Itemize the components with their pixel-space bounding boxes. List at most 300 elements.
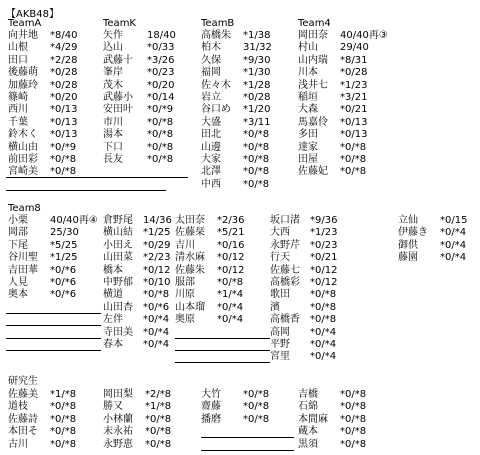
member-name: 込山 bbox=[103, 42, 123, 54]
member-entry bbox=[298, 414, 380, 426]
member-name: 篠崎 bbox=[8, 92, 28, 103]
member-entry bbox=[298, 55, 380, 67]
member-name: 佐藤詩 bbox=[8, 413, 38, 425]
member-entry bbox=[201, 414, 283, 426]
member-score: *0/*4 bbox=[440, 227, 467, 239]
member-name: 大竹 bbox=[201, 389, 221, 400]
member-score: *0/*8 bbox=[147, 141, 174, 153]
member-score: *3/21 bbox=[340, 92, 368, 103]
member-score: *0/*8 bbox=[243, 389, 270, 400]
member-name: 岡部 bbox=[8, 227, 28, 239]
member-entry bbox=[103, 351, 183, 363]
member-name: 田屋 bbox=[298, 154, 318, 165]
member-name: 田口 bbox=[8, 54, 28, 66]
member-entry bbox=[201, 92, 283, 104]
member-score: 40/40再③ bbox=[340, 30, 388, 41]
member-entry bbox=[298, 179, 380, 191]
member-score: *0/13 bbox=[50, 116, 78, 128]
member-entry bbox=[270, 227, 350, 239]
member-name: 大森 bbox=[298, 104, 318, 116]
member-score: *0/*8 bbox=[147, 154, 174, 165]
member-entry bbox=[103, 42, 187, 54]
member-entry bbox=[8, 389, 90, 401]
member-entry bbox=[201, 389, 283, 401]
member-entry bbox=[298, 67, 380, 79]
member-name: 武藤十 bbox=[103, 54, 133, 66]
member-score: *0/*8 bbox=[340, 154, 367, 165]
member-score: *0/21 bbox=[340, 104, 368, 116]
member-entry bbox=[201, 80, 283, 92]
member-name: 安田叶 bbox=[103, 104, 133, 116]
member-entry bbox=[103, 289, 183, 301]
member-name: 久保 bbox=[201, 54, 221, 66]
member-entry bbox=[270, 277, 350, 289]
member-score: *2/36 bbox=[217, 215, 245, 226]
member-score: 14/36 bbox=[143, 215, 172, 226]
member-score: *3/26 bbox=[147, 54, 175, 66]
member-entry bbox=[103, 389, 185, 401]
member-name: 左伴 bbox=[103, 314, 123, 326]
member-score: *0/*8 bbox=[310, 314, 337, 326]
member-entry bbox=[8, 351, 90, 363]
member-name: 石綿 bbox=[298, 401, 318, 413]
member-name: 山内瑞 bbox=[298, 54, 328, 66]
member-score: *0/*6 bbox=[50, 289, 77, 301]
member-score: *0/12 bbox=[310, 264, 338, 276]
member-entry bbox=[103, 339, 183, 351]
member-name: 吉橋 bbox=[298, 389, 318, 400]
member-name: 柏木 bbox=[201, 42, 221, 54]
member-score: *0/*4 bbox=[217, 301, 244, 313]
team-header: TeamB bbox=[201, 18, 235, 29]
member-score: *1/20 bbox=[243, 104, 271, 116]
underline bbox=[6, 350, 101, 351]
member-score: *0/*6 bbox=[50, 264, 77, 276]
member-name: 市川 bbox=[103, 116, 123, 128]
member-entry bbox=[8, 426, 90, 438]
member-name: 馬嘉伶 bbox=[298, 116, 328, 128]
member-name: 中西 bbox=[201, 178, 221, 190]
member-entry bbox=[298, 92, 380, 104]
member-entry bbox=[201, 55, 283, 67]
member-score: *0/*8 bbox=[340, 389, 367, 400]
member-score: *0/*8 bbox=[310, 289, 337, 301]
member-entry bbox=[103, 265, 183, 277]
member-name: 寺田美 bbox=[103, 326, 133, 338]
member-score: *0/*8 bbox=[50, 438, 77, 450]
member-score: *0/*8 bbox=[50, 154, 77, 165]
member-score: *8/40 bbox=[50, 30, 78, 41]
member-entry bbox=[8, 439, 90, 451]
member-entry bbox=[8, 154, 90, 166]
member-name: 武藤小 bbox=[103, 92, 133, 103]
member-score: *0/*4 bbox=[143, 314, 170, 326]
member-entry bbox=[175, 277, 257, 289]
member-score: *8/31 bbox=[340, 54, 368, 66]
member-name: 奥原 bbox=[175, 314, 195, 326]
member-entry bbox=[298, 426, 380, 438]
member-score: *1/25 bbox=[143, 227, 171, 239]
member-entry bbox=[103, 215, 183, 227]
member-name: 服部 bbox=[175, 277, 195, 288]
member-name: 千葉 bbox=[8, 116, 28, 128]
member-score: *0/12 bbox=[217, 252, 245, 264]
member-entry bbox=[175, 289, 257, 301]
member-name: 勝又 bbox=[103, 401, 123, 413]
member-score: *0/*4 bbox=[440, 252, 467, 264]
member-score: *0/28 bbox=[243, 92, 271, 103]
member-entry bbox=[298, 30, 388, 42]
member-name: 岩立 bbox=[201, 92, 221, 103]
member-name: 播磨 bbox=[201, 413, 221, 425]
member-entry bbox=[8, 401, 90, 413]
member-score: *5/21 bbox=[217, 227, 245, 239]
member-score: *0/*8 bbox=[50, 413, 77, 425]
member-name: 田北 bbox=[201, 129, 221, 141]
member-score: *0/*8 bbox=[145, 438, 172, 450]
member-entry bbox=[201, 67, 283, 79]
member-entry bbox=[201, 104, 283, 116]
member-score: *0/20 bbox=[50, 92, 78, 103]
member-score: *5/25 bbox=[50, 239, 78, 251]
member-entry bbox=[8, 80, 90, 92]
member-entry bbox=[8, 289, 90, 301]
member-score: *0/*8 bbox=[243, 141, 270, 153]
member-entry bbox=[298, 439, 380, 451]
member-entry bbox=[103, 117, 187, 129]
member-entry bbox=[8, 265, 90, 277]
member-entry bbox=[298, 166, 380, 178]
member-name: 平野 bbox=[270, 339, 290, 350]
member-score: *2/23 bbox=[143, 252, 171, 264]
member-score: *1/38 bbox=[243, 30, 271, 41]
team-header: Team8 bbox=[8, 203, 41, 214]
member-entry bbox=[8, 67, 90, 79]
team-header: TeamK bbox=[103, 18, 136, 29]
member-name: 峯岸 bbox=[103, 67, 123, 79]
member-entry bbox=[270, 351, 350, 363]
member-score: *0/23 bbox=[310, 239, 338, 251]
member-entry bbox=[270, 339, 350, 351]
member-name: 長友 bbox=[103, 154, 123, 165]
member-score: 25/30 bbox=[50, 227, 79, 239]
member-score: *0/*8 bbox=[50, 166, 77, 178]
member-score: 40/40再④ bbox=[50, 215, 98, 226]
member-score: *0/*8 bbox=[243, 166, 270, 178]
member-name: 春本 bbox=[103, 339, 123, 350]
member-entry bbox=[398, 339, 480, 351]
member-score: *2/*8 bbox=[145, 389, 172, 400]
member-score: *0/13 bbox=[50, 104, 78, 116]
member-score: *1/25 bbox=[50, 252, 78, 264]
member-name: 立仙 bbox=[398, 215, 418, 226]
member-entry bbox=[270, 289, 350, 301]
member-score: *4/29 bbox=[50, 42, 78, 54]
member-entry bbox=[298, 129, 380, 141]
member-score: *0/*8 bbox=[145, 426, 172, 438]
member-name: 佐藤妃 bbox=[298, 166, 328, 178]
member-name: 谷口め bbox=[201, 104, 231, 116]
member-entry bbox=[8, 117, 90, 129]
member-score: *0/*8 bbox=[243, 413, 270, 425]
member-name: 岡田梨 bbox=[103, 389, 133, 400]
member-score: *0/*4 bbox=[217, 314, 244, 326]
team-header: Team4 bbox=[298, 18, 331, 29]
member-entry bbox=[298, 42, 380, 54]
member-score: *1/28 bbox=[243, 79, 271, 91]
member-score: *0/*4 bbox=[310, 326, 337, 338]
member-score: *0/*8 bbox=[243, 401, 270, 413]
member-name: 永野芹 bbox=[270, 239, 300, 251]
member-entry bbox=[201, 30, 283, 42]
member-entry bbox=[103, 401, 185, 413]
member-score: *0/13 bbox=[340, 129, 368, 141]
member-name: 橋本 bbox=[103, 264, 123, 276]
member-entry bbox=[8, 215, 98, 227]
member-entry bbox=[298, 80, 380, 92]
member-score: *0/*4 bbox=[143, 339, 170, 350]
member-entry bbox=[201, 42, 283, 54]
member-entry bbox=[270, 252, 350, 264]
member-score: *0/*8 bbox=[340, 166, 367, 178]
member-entry bbox=[398, 314, 480, 326]
member-score: *0/13 bbox=[340, 116, 368, 128]
member-name: 加藤玲 bbox=[8, 79, 38, 91]
member-entry bbox=[103, 414, 185, 426]
member-name: 齋藤 bbox=[201, 401, 221, 413]
member-score: *0/*4 bbox=[143, 326, 170, 338]
member-entry bbox=[175, 252, 257, 264]
member-name: 坂口渚 bbox=[270, 215, 300, 226]
underline bbox=[175, 350, 270, 351]
member-name: 小田え bbox=[103, 239, 133, 251]
member-name: 小林蘭 bbox=[103, 413, 133, 425]
member-name: 高橋朱 bbox=[201, 30, 231, 41]
member-entry bbox=[270, 240, 350, 252]
member-entry bbox=[8, 252, 90, 264]
member-name: 本田そ bbox=[8, 426, 38, 438]
member-name: 佐藤七 bbox=[270, 264, 300, 276]
member-entry bbox=[8, 277, 90, 289]
member-entry bbox=[298, 117, 380, 129]
member-entry bbox=[298, 389, 380, 401]
member-name: 福岡 bbox=[201, 67, 221, 79]
member-name: 川原 bbox=[175, 289, 195, 301]
member-score: *0/12 bbox=[217, 264, 245, 276]
member-name: 前田彩 bbox=[8, 154, 38, 165]
member-name: 大盛 bbox=[201, 116, 221, 128]
member-name: 北澤 bbox=[201, 166, 221, 178]
member-score: *0/*8 bbox=[310, 301, 337, 313]
member-entry bbox=[175, 240, 257, 252]
member-entry bbox=[175, 302, 257, 314]
member-entry bbox=[103, 92, 187, 104]
member-score: *0/20 bbox=[147, 79, 175, 91]
underline bbox=[6, 190, 166, 191]
member-name: 末永祐 bbox=[103, 426, 133, 438]
page-title: 【AKB48】 bbox=[6, 9, 59, 20]
member-score: *0/28 bbox=[50, 79, 78, 91]
member-name: 行天 bbox=[270, 252, 290, 264]
member-entry bbox=[175, 265, 257, 277]
member-name: 佐藤美 bbox=[8, 389, 38, 400]
member-name: 中野郁 bbox=[103, 277, 133, 288]
member-entry bbox=[103, 227, 183, 239]
member-name: 浅井七 bbox=[298, 79, 328, 91]
member-name: 山根 bbox=[8, 42, 28, 54]
member-entry bbox=[398, 215, 480, 227]
member-name: 高橋彩 bbox=[270, 277, 300, 288]
member-entry bbox=[398, 351, 480, 363]
member-score: *9/30 bbox=[243, 54, 271, 66]
member-entry bbox=[103, 154, 187, 166]
underline bbox=[6, 338, 101, 339]
member-entry bbox=[103, 277, 183, 289]
member-name: 太田奈 bbox=[175, 215, 205, 226]
member-score: *0/*9 bbox=[147, 104, 174, 116]
member-score: *0/*8 bbox=[145, 413, 172, 425]
member-entry bbox=[8, 240, 90, 252]
member-entry bbox=[103, 80, 187, 92]
member-name: 本間麻 bbox=[298, 413, 328, 425]
member-entry bbox=[103, 55, 187, 67]
member-name: 佐々木 bbox=[201, 79, 231, 91]
member-name: 川本 bbox=[298, 67, 318, 79]
member-entry bbox=[201, 166, 283, 178]
member-entry bbox=[398, 289, 480, 301]
member-score: 31/32 bbox=[243, 42, 272, 54]
member-name: 後藤萌 bbox=[8, 67, 38, 79]
member-score: *0/*8 bbox=[340, 141, 367, 153]
member-name: 伊藤き bbox=[398, 227, 428, 239]
member-entry bbox=[103, 30, 187, 42]
member-name: 鈴木く bbox=[8, 129, 38, 141]
member-entry bbox=[270, 265, 350, 277]
member-score: *0/28 bbox=[340, 67, 368, 79]
member-score: *0/*9 bbox=[50, 141, 77, 153]
member-name: 奥本 bbox=[8, 289, 28, 301]
member-name: 佐藤朱 bbox=[175, 264, 205, 276]
member-entry bbox=[8, 30, 90, 42]
member-name: 谷川聖 bbox=[8, 252, 38, 264]
member-name: 大西 bbox=[270, 227, 290, 239]
member-entry bbox=[175, 215, 257, 227]
member-entry bbox=[175, 227, 257, 239]
member-name: 横山由 bbox=[8, 141, 38, 153]
member-name: 山田杏 bbox=[103, 301, 133, 313]
member-score: *1/*8 bbox=[145, 401, 172, 413]
member-entry bbox=[298, 154, 380, 166]
member-name: 小栗 bbox=[8, 215, 28, 226]
member-entry bbox=[398, 277, 480, 289]
member-name: 横山結 bbox=[103, 227, 133, 239]
member-score: *0/*6 bbox=[143, 301, 170, 313]
member-entry bbox=[298, 142, 380, 154]
member-entry bbox=[201, 154, 283, 166]
member-score: *0/21 bbox=[310, 252, 338, 264]
member-entry bbox=[103, 302, 183, 314]
member-score: *2/28 bbox=[50, 54, 78, 66]
member-entry bbox=[201, 426, 283, 438]
member-entry bbox=[398, 240, 480, 252]
member-entry bbox=[8, 142, 90, 154]
member-entry bbox=[201, 142, 283, 154]
member-score: *0/23 bbox=[147, 67, 175, 79]
member-score: *0/*8 bbox=[50, 426, 77, 438]
member-entry bbox=[270, 314, 350, 326]
member-score: 29/40 bbox=[340, 42, 369, 54]
member-score: *0/*8 bbox=[147, 129, 174, 141]
member-entry bbox=[103, 240, 183, 252]
member-name: 人見 bbox=[8, 277, 28, 288]
member-score: *0/*4 bbox=[440, 239, 467, 251]
member-score: *0/16 bbox=[217, 239, 245, 251]
member-score: *1/*8 bbox=[50, 389, 77, 400]
member-score: *0/*8 bbox=[340, 426, 367, 438]
member-entry bbox=[8, 42, 90, 54]
member-name: 西川 bbox=[8, 104, 28, 116]
member-name: 村山 bbox=[298, 42, 318, 54]
member-score: *1/23 bbox=[340, 79, 368, 91]
member-score: *0/*8 bbox=[340, 401, 367, 413]
member-entry bbox=[298, 401, 380, 413]
member-name: 黒須 bbox=[298, 438, 318, 450]
member-name: 御供 bbox=[398, 239, 418, 251]
member-entry bbox=[398, 302, 480, 314]
member-name: 岡田奈 bbox=[298, 30, 328, 41]
member-entry bbox=[103, 129, 187, 141]
team-header: TeamA bbox=[8, 18, 42, 29]
member-entry bbox=[8, 92, 90, 104]
member-score: *0/28 bbox=[50, 67, 78, 79]
underline bbox=[201, 450, 294, 451]
member-entry bbox=[103, 327, 183, 339]
member-name: 高橋香 bbox=[270, 314, 300, 326]
member-score: *0/12 bbox=[143, 264, 171, 276]
member-entry bbox=[201, 117, 283, 129]
underline bbox=[175, 362, 270, 363]
member-name: 向井地 bbox=[8, 30, 38, 41]
member-name: 横道 bbox=[103, 289, 123, 301]
member-entry bbox=[398, 227, 480, 239]
member-entry bbox=[8, 414, 90, 426]
member-score: *0/*8 bbox=[340, 413, 367, 425]
member-name: 古川 bbox=[8, 438, 28, 450]
member-entry bbox=[201, 439, 283, 451]
member-entry bbox=[103, 439, 185, 451]
underline bbox=[175, 338, 270, 339]
member-entry bbox=[398, 327, 480, 339]
member-score: *0/*8 bbox=[143, 289, 170, 301]
member-score: *0/14 bbox=[147, 92, 175, 103]
member-name: 佐藤栞 bbox=[175, 227, 205, 239]
member-score: 18/40 bbox=[147, 30, 176, 41]
member-score: *1/23 bbox=[310, 227, 338, 239]
team-header: 研究生 bbox=[8, 376, 38, 387]
member-name: 藤園 bbox=[398, 252, 418, 264]
member-name: 下尾 bbox=[8, 239, 28, 251]
member-score: *1/*4 bbox=[217, 289, 244, 301]
member-name: 蔵本 bbox=[298, 426, 318, 438]
member-name: 吉田華 bbox=[8, 264, 38, 276]
member-name: 山本瑠 bbox=[175, 301, 205, 313]
member-score: *0/*4 bbox=[310, 351, 337, 363]
member-score: *9/36 bbox=[310, 215, 338, 226]
member-name: 下口 bbox=[103, 141, 123, 153]
member-name: 宮里 bbox=[270, 351, 290, 363]
member-entry bbox=[270, 215, 350, 227]
member-entry bbox=[103, 252, 183, 264]
